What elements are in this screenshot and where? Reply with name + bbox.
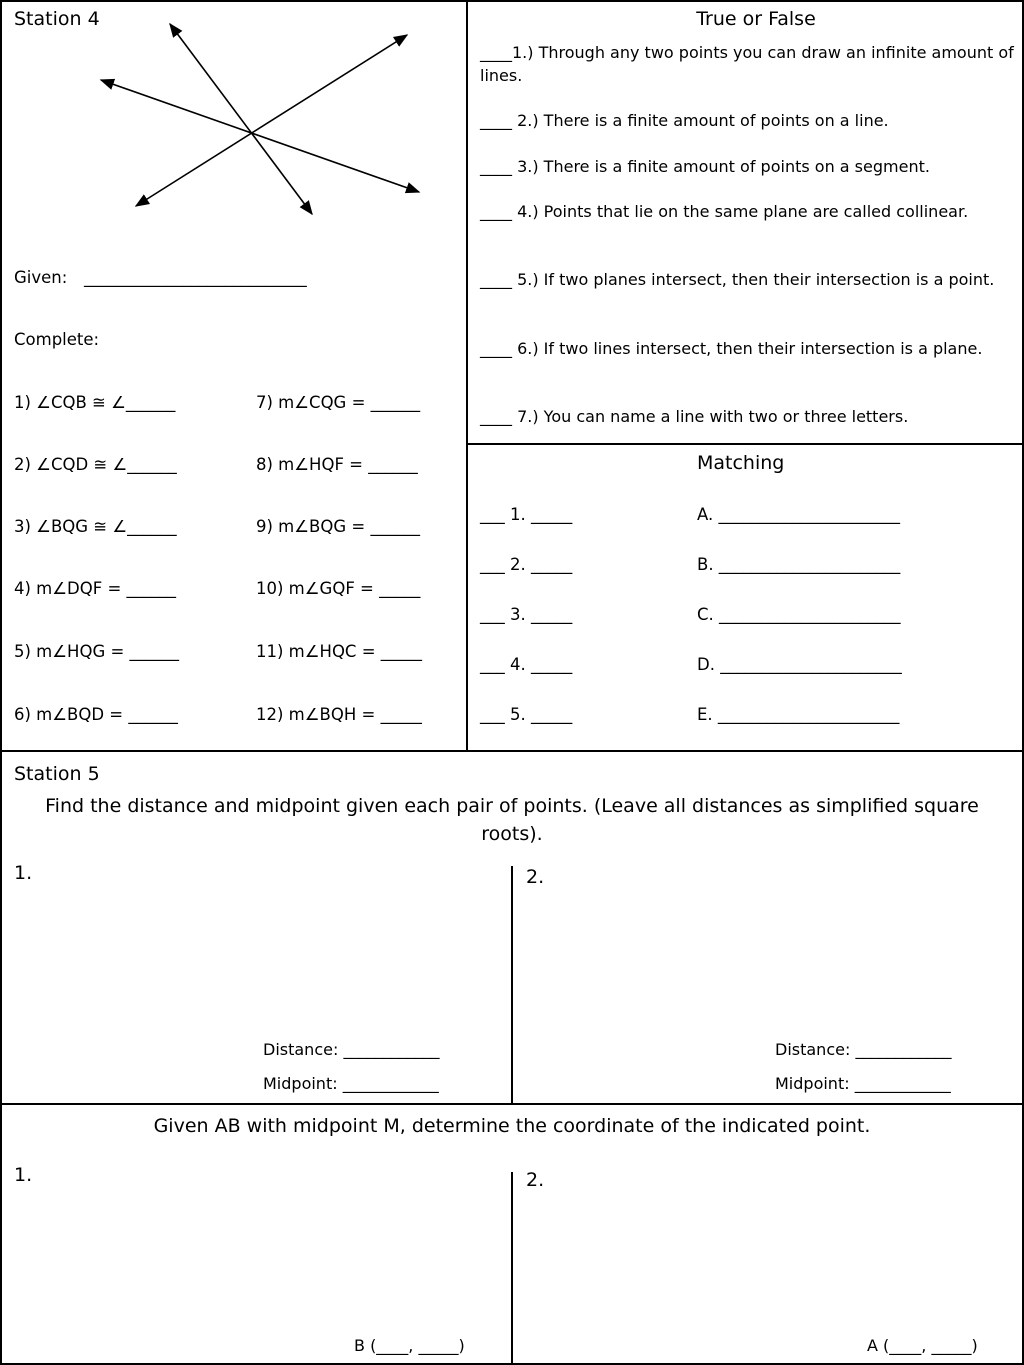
matching-right-c[interactable]: C. ______________________ xyxy=(697,605,901,624)
matching-left-3[interactable]: ___ 3. _____ xyxy=(480,605,573,624)
matching-right-a[interactable]: A. ______________________ xyxy=(697,505,900,524)
complete-item-6[interactable]: 6) m∠BQD = ______ xyxy=(14,705,178,724)
line-one xyxy=(170,24,312,214)
midpoint-section-top-divider xyxy=(0,1103,1024,1105)
complete-item-8[interactable]: 8) m∠HQF = ______ xyxy=(256,455,418,474)
station5-problem-2-distance[interactable]: Distance: ____________ xyxy=(775,1040,952,1059)
midpoint-problem-2-number: 2. xyxy=(526,1169,545,1191)
true-false-item-2[interactable]: ____ 2.) There is a finite amount of points on a line. xyxy=(480,111,889,130)
complete-item-2[interactable]: 2) ∠CQD ≅ ∠______ xyxy=(14,455,177,474)
true-false-item-5[interactable]: ____ 5.) If two planes intersect, then their intersection is a point. xyxy=(480,270,995,289)
station5-problem-1-distance[interactable]: Distance: ____________ xyxy=(263,1040,440,1059)
matching-right-d[interactable]: D. ______________________ xyxy=(697,655,902,674)
station5-problem-2-number: 2. xyxy=(526,866,545,888)
complete-item-11[interactable]: 11) m∠HQC = _____ xyxy=(256,642,423,661)
true-false-item-6[interactable]: ____ 6.) If two lines intersect, then their intersection is a plane. xyxy=(480,339,983,358)
given-blank[interactable]: ___________________________ xyxy=(84,268,307,287)
matching-left-5[interactable]: ___ 5. _____ xyxy=(480,705,573,724)
complete-item-1[interactable]: 1) ∠CQB ≅ ∠______ xyxy=(14,393,176,412)
midpoint-problem-2-answer[interactable]: A (____, _____) xyxy=(867,1336,978,1355)
station5-title: Station 5 xyxy=(14,763,100,785)
page-border-right xyxy=(1022,0,1024,1365)
station5-problem-1-midpoint[interactable]: Midpoint: ____________ xyxy=(263,1074,439,1093)
true-false-item-1[interactable]: ____1.) Through any two points you can draw an infinite amount of lines. xyxy=(480,43,1014,85)
given-label: Given: xyxy=(14,268,68,287)
matching-right-e[interactable]: E. ______________________ xyxy=(697,705,900,724)
truefalse-matching-divider xyxy=(466,443,1024,445)
complete-item-9[interactable]: 9) m∠BQG = ______ xyxy=(256,517,420,536)
station5-problem-1-number: 1. xyxy=(14,862,33,884)
complete-item-3[interactable]: 3) ∠BQG ≅ ∠______ xyxy=(14,517,177,536)
station5-instructions: Find the distance and midpoint given each pair of points. (Leave all distances as simplified square roots). xyxy=(45,795,979,845)
complete-item-12[interactable]: 12) m∠BQH = _____ xyxy=(256,705,422,724)
matching-left-2[interactable]: ___ 2. _____ xyxy=(480,555,573,574)
true-false-item-7[interactable]: ____ 7.) You can name a line with two or three letters. xyxy=(480,407,909,426)
complete-label: Complete: xyxy=(14,330,100,349)
matching-title: Matching xyxy=(697,452,785,474)
line-three xyxy=(136,35,407,206)
station5-top-divider xyxy=(0,750,1024,752)
station5-column-divider xyxy=(511,866,513,1103)
matching-left-4[interactable]: ___ 4. _____ xyxy=(480,655,573,674)
complete-item-5[interactable]: 5) m∠HQG = ______ xyxy=(14,642,180,661)
intersecting-lines-diagram xyxy=(0,0,466,230)
matching-left-1[interactable]: ___ 1. _____ xyxy=(480,505,573,524)
midpoint-column-divider xyxy=(511,1172,513,1365)
line-two xyxy=(101,80,419,192)
station4-divider xyxy=(466,0,468,750)
true-false-title: True or False xyxy=(696,8,816,30)
station4-title: Station 4 xyxy=(14,8,100,30)
midpoint-instructions: Given AB with midpoint M, determine the coordinate of the indicated point. xyxy=(153,1115,871,1137)
true-false-item-4[interactable]: ____ 4.) Points that lie on the same plane are called collinear. xyxy=(480,202,969,221)
complete-item-10[interactable]: 10) m∠GQF = _____ xyxy=(256,579,421,598)
complete-item-4[interactable]: 4) m∠DQF = ______ xyxy=(14,579,177,598)
station5-problem-2-midpoint[interactable]: Midpoint: ____________ xyxy=(775,1074,951,1093)
midpoint-problem-1-number: 1. xyxy=(14,1164,33,1186)
midpoint-problem-1-answer[interactable]: B (____, _____) xyxy=(354,1336,465,1355)
true-false-item-3[interactable]: ____ 3.) There is a finite amount of points on a segment. xyxy=(480,157,930,176)
complete-item-7[interactable]: 7) m∠CQG = ______ xyxy=(256,393,421,412)
matching-right-b[interactable]: B. ______________________ xyxy=(697,555,901,574)
